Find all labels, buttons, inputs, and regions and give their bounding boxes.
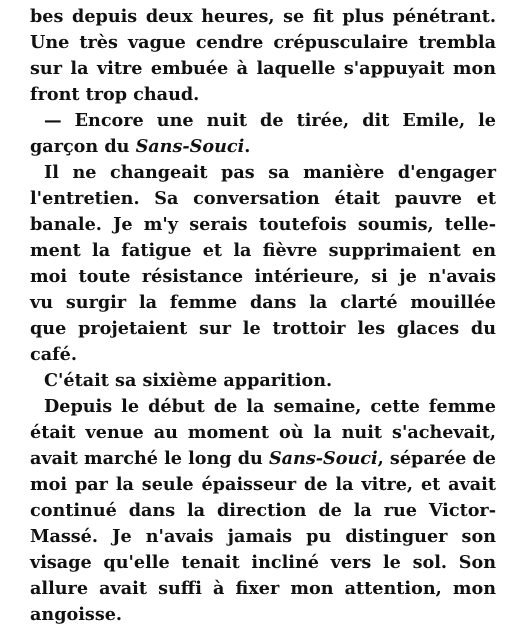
text-line: front trop chaud.: [30, 84, 200, 105]
text-line: continué dans la direction de la rue Victor-: [30, 500, 496, 521]
text-line: sur la vitre embuée à laquelle s'appuyait mon: [30, 58, 496, 79]
text-run: , séparée de: [377, 448, 497, 469]
text-line: allure avait suffi à fixer mon attention, mon: [30, 578, 496, 599]
text-run: avait marché le long du: [30, 448, 269, 469]
text-run: .: [244, 136, 251, 157]
text-line: Une très vague cendre crépusculaire trembla: [30, 32, 496, 53]
text-line: Massé. Je n'avais jamais pu distinguer son: [30, 526, 496, 547]
text-line: Il ne changeait pas sa manière d'engager: [44, 162, 496, 183]
text-line: ment la fatigue et la fièvre supprimaient en: [30, 240, 496, 261]
text-line: moi toute résistance intérieure, si je n'avais: [30, 266, 496, 287]
text-line: moi par la seule épaisseur de la vitre, et avait: [30, 474, 496, 495]
text-line: l'entretien. Sa conversation était pauvre et: [30, 188, 496, 209]
text-line: Depuis le début de la semaine, cette femme: [44, 396, 496, 417]
text-line: visage qu'elle tenait incliné vers le sol. Son: [30, 552, 496, 573]
text-run: garçon du: [30, 136, 136, 157]
text-line: que projetaient sur le trottoir les glaces du: [30, 318, 496, 339]
text-line: bes depuis deux heures, se fit plus pénétrant.: [30, 6, 496, 27]
text-page: [30, 4, 496, 628]
text-line: [30, 134, 496, 160]
text-line: C'était sa sixième apparition.: [44, 370, 333, 391]
text-line: banale. Je m'y serais toutefois soumis, telle-: [30, 214, 496, 235]
text-line: [30, 446, 496, 472]
text-line: — Encore une nuit de tirée, dit Emile, le: [44, 110, 496, 131]
text-line: café.: [30, 344, 77, 365]
text-line: était venue au moment où la nuit s'achevait,: [30, 422, 496, 443]
cafe-name-italic: Sans-Souci: [268, 448, 378, 469]
text-line: angoisse.: [30, 604, 123, 625]
text-line: vu surgir la femme dans la clarté mouillée: [30, 292, 496, 313]
cafe-name-italic: Sans-Souci: [135, 136, 245, 157]
